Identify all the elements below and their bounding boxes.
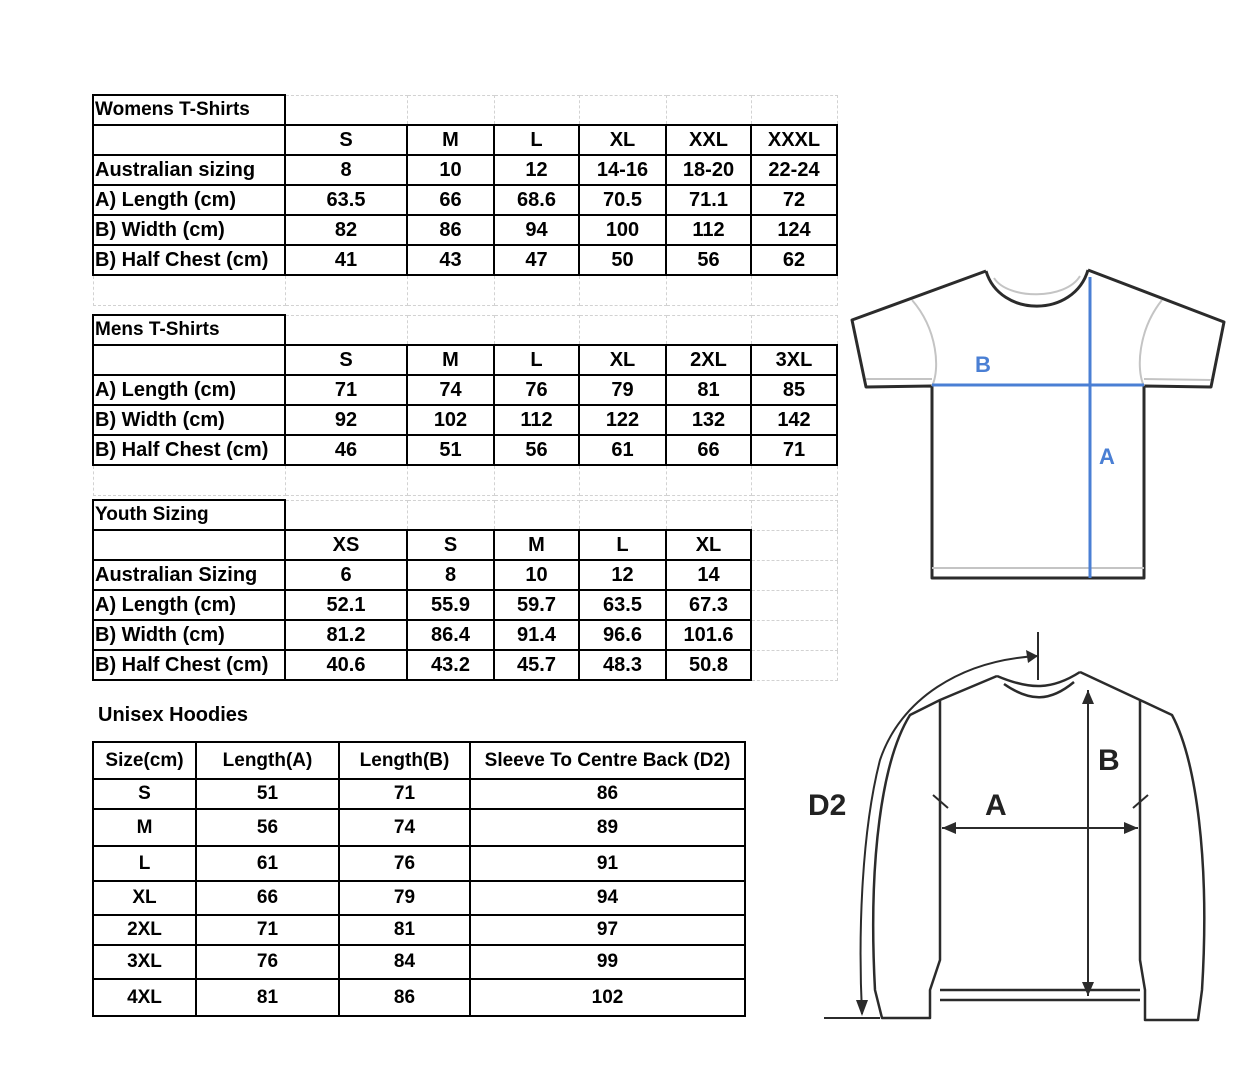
size-header: M (407, 125, 494, 155)
table-cell: 82 (285, 215, 407, 245)
table-cell: 56 (494, 435, 579, 465)
table-cell: 48.3 (579, 650, 666, 680)
size-header: L (494, 125, 579, 155)
table-row (93, 881, 745, 915)
table-cell: 66 (196, 881, 339, 915)
table-cell: 51 (196, 779, 339, 809)
table-cell: 45.7 (494, 650, 579, 680)
table-cell: 56 (666, 245, 751, 275)
table-cell: 18-20 (666, 155, 751, 185)
size-header: 2XL (666, 345, 751, 375)
table-cell: 71 (196, 915, 339, 945)
row-label: B) Width (cm) (93, 620, 285, 650)
table-cell: 68.6 (494, 185, 579, 215)
table-cell: 71 (285, 375, 407, 405)
table-row (93, 560, 837, 590)
size-header: XL (579, 125, 666, 155)
size-header: XL (579, 345, 666, 375)
size-header: XXXL (751, 125, 837, 155)
mens-tshirts-table (92, 314, 838, 496)
column-header: Length(A) (196, 742, 339, 779)
table-cell: 71 (339, 779, 470, 809)
table-cell: 8 (285, 155, 407, 185)
table-cell: 12 (494, 155, 579, 185)
row-label: Australian Sizing (93, 560, 285, 590)
table-cell: 41 (285, 245, 407, 275)
table-cell: XL (93, 881, 196, 915)
table-row (93, 779, 745, 809)
table-cell: 71.1 (666, 185, 751, 215)
hoodie-outline (873, 672, 1204, 1020)
table-cell: 63.5 (285, 185, 407, 215)
row-label: B) Width (cm) (93, 215, 285, 245)
size-header: M (407, 345, 494, 375)
table-cell: 81 (666, 375, 751, 405)
table-cell: S (93, 779, 196, 809)
column-header: Length(B) (339, 742, 470, 779)
table-row (93, 185, 837, 215)
tshirt-outline (852, 270, 1224, 578)
table-cell: 132 (666, 405, 751, 435)
table-cell: 14-16 (579, 155, 666, 185)
table-row (93, 155, 837, 185)
size-header: S (407, 530, 494, 560)
tshirt-collar (986, 270, 1088, 306)
row-label: A) Length (cm) (93, 185, 285, 215)
table-cell: 47 (494, 245, 579, 275)
table-cell: 89 (470, 809, 745, 846)
hoodies-header-row (93, 742, 745, 779)
table-cell: 96.6 (579, 620, 666, 650)
size-header: 3XL (751, 345, 837, 375)
row-label: B) Half Chest (cm) (93, 435, 285, 465)
table-row (93, 375, 837, 405)
table-cell: 122 (579, 405, 666, 435)
table-cell: 76 (196, 945, 339, 979)
table-cell: 3XL (93, 945, 196, 979)
table-cell: 112 (666, 215, 751, 245)
size-header: XXL (666, 125, 751, 155)
table-cell: 59.7 (494, 590, 579, 620)
table-cell: 91 (470, 846, 745, 881)
table-cell: 62 (751, 245, 837, 275)
table-cell: 55.9 (407, 590, 494, 620)
youth-sizing-table (92, 499, 838, 681)
table-cell: L (93, 846, 196, 881)
table-cell: 61 (579, 435, 666, 465)
table-cell: 100 (579, 215, 666, 245)
table-cell: 71 (751, 435, 837, 465)
table-row (93, 945, 745, 979)
table-cell: 142 (751, 405, 837, 435)
hoodies-table (92, 741, 746, 1017)
mens-size-header-row (93, 345, 837, 375)
table-row (93, 590, 837, 620)
table-cell: 86 (407, 215, 494, 245)
table-cell: 14 (666, 560, 751, 590)
table-cell: 43 (407, 245, 494, 275)
table-cell: 70.5 (579, 185, 666, 215)
row-label: A) Length (cm) (93, 375, 285, 405)
hoodie-label-d2: D2 (808, 789, 847, 822)
table-cell: 12 (579, 560, 666, 590)
table-cell: 124 (751, 215, 837, 245)
table-cell: 112 (494, 405, 579, 435)
table-cell: 99 (470, 945, 745, 979)
table-row (93, 809, 745, 846)
table-row (93, 915, 745, 945)
womens-tshirts-table (92, 94, 838, 306)
mens-table-title: Mens T-Shirts (93, 315, 285, 345)
size-header: XL (666, 530, 751, 560)
table-cell: 22-24 (751, 155, 837, 185)
table-cell: 85 (751, 375, 837, 405)
table-cell: 50.8 (666, 650, 751, 680)
table-cell: 102 (407, 405, 494, 435)
table-cell: 51 (407, 435, 494, 465)
table-row (93, 215, 837, 245)
table-cell: 56 (196, 809, 339, 846)
hoodies-title: Unisex Hoodies (98, 704, 249, 726)
size-header: S (285, 125, 407, 155)
table-cell: 63.5 (579, 590, 666, 620)
table-row (93, 245, 837, 275)
table-cell: 50 (579, 245, 666, 275)
table-cell: 6 (285, 560, 407, 590)
youth-size-header-row (93, 530, 837, 560)
size-header: L (579, 530, 666, 560)
table-cell: 74 (407, 375, 494, 405)
row-label: Australian sizing (93, 155, 285, 185)
table-cell: 94 (470, 881, 745, 915)
table-cell: 76 (494, 375, 579, 405)
row-label: B) Half Chest (cm) (93, 245, 285, 275)
table-cell: 10 (494, 560, 579, 590)
table-row (93, 846, 745, 881)
table-cell: 91.4 (494, 620, 579, 650)
table-cell: 10 (407, 155, 494, 185)
table-cell: 79 (339, 881, 470, 915)
womens-table-title: Womens T-Shirts (93, 95, 285, 125)
table-cell: 101.6 (666, 620, 751, 650)
table-cell: 94 (494, 215, 579, 245)
table-cell: 8 (407, 560, 494, 590)
table-cell: 61 (196, 846, 339, 881)
table-cell: 81.2 (285, 620, 407, 650)
hoodie-label-a: A (985, 789, 1007, 822)
table-cell: 4XL (93, 979, 196, 1016)
tshirt-label-a: A (1099, 444, 1115, 469)
column-header: Size(cm) (93, 742, 196, 779)
table-cell: 72 (751, 185, 837, 215)
table-cell: 81 (196, 979, 339, 1016)
table-cell: 66 (666, 435, 751, 465)
size-header: S (285, 345, 407, 375)
table-cell: 81 (339, 915, 470, 945)
table-cell: 66 (407, 185, 494, 215)
column-header: Sleeve To Centre Back (D2) (470, 742, 745, 779)
table-cell: 2XL (93, 915, 196, 945)
table-cell: 86.4 (407, 620, 494, 650)
table-row (93, 435, 837, 465)
size-header: XS (285, 530, 407, 560)
d2-arc (861, 656, 1038, 1014)
table-cell: 86 (339, 979, 470, 1016)
table-cell: 102 (470, 979, 745, 1016)
row-label: A) Length (cm) (93, 590, 285, 620)
table-cell: 67.3 (666, 590, 751, 620)
size-header: L (494, 345, 579, 375)
hoodie-label-b: B (1098, 744, 1120, 777)
row-label: B) Half Chest (cm) (93, 650, 285, 680)
table-cell: 46 (285, 435, 407, 465)
table-row (93, 620, 837, 650)
table-cell: 74 (339, 809, 470, 846)
table-cell: 76 (339, 846, 470, 881)
table-cell: 84 (339, 945, 470, 979)
table-cell: 92 (285, 405, 407, 435)
table-cell: 40.6 (285, 650, 407, 680)
size-header: M (494, 530, 579, 560)
table-cell: 79 (579, 375, 666, 405)
row-label: B) Width (cm) (93, 405, 285, 435)
table-row (93, 405, 837, 435)
table-row (93, 979, 745, 1016)
tshirt-label-b: B (975, 352, 991, 377)
table-cell: 52.1 (285, 590, 407, 620)
youth-table-title: Youth Sizing (93, 500, 285, 530)
table-cell: 97 (470, 915, 745, 945)
table-row (93, 650, 837, 680)
table-cell: 43.2 (407, 650, 494, 680)
table-cell: 86 (470, 779, 745, 809)
womens-size-header-row (93, 125, 837, 155)
table-cell: M (93, 809, 196, 846)
